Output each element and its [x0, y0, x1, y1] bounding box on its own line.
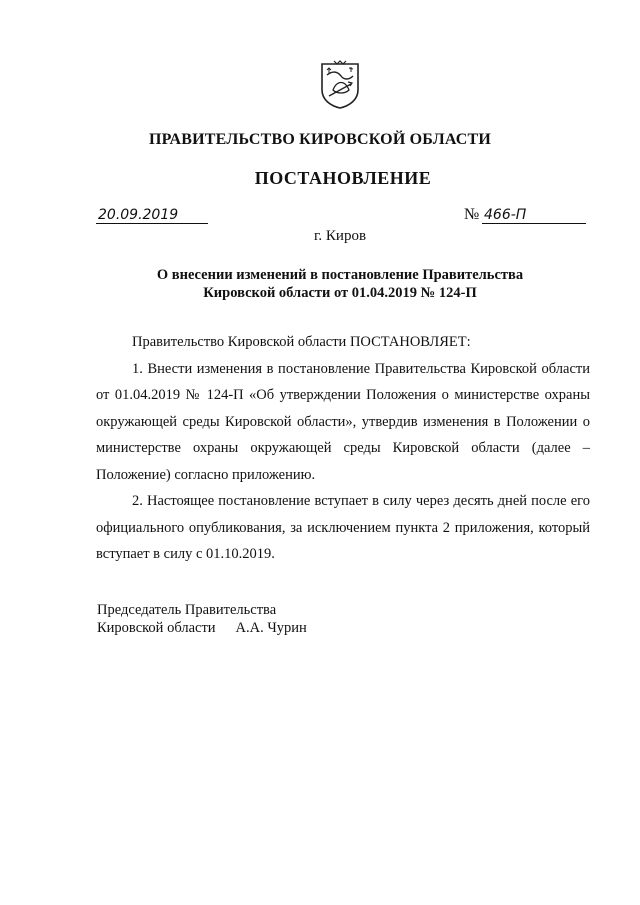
- coat-of-arms-icon: [319, 60, 361, 110]
- document-subject: [140, 266, 540, 302]
- document-city: г. Киров: [313, 228, 367, 244]
- signature-title-line-2: [97, 619, 307, 637]
- body-intro: Правительство Кировской области ПОСТАНОВЛЯЕТ:: [132, 334, 471, 350]
- subject-line-1: О внесении изменений в постановление Правительства: [156, 267, 524, 283]
- signature-block: [97, 601, 307, 637]
- document-number-label: №: [464, 206, 480, 223]
- document-type-heading: ПОСТАНОВЛЕНИЕ: [254, 168, 432, 188]
- document-date: 20.09.2019: [96, 207, 208, 224]
- subject-line-2: Кировской области от 01.04.2019 № 124-П: [203, 285, 477, 301]
- government-title: ПРАВИТЕЛЬСТВО КИРОВСКОЙ ОБЛАСТИ: [148, 131, 492, 148]
- signatory-name: А.А. Чурин: [235, 620, 307, 636]
- emblem-shield-icon: [319, 60, 361, 110]
- signature-title-line-2-text: Кировской области: [97, 620, 216, 636]
- document-number: 466-П: [482, 207, 586, 224]
- body-item-2: 2. Настоящее постановление вступает в силу через десять дней после его официального опубликования, за исключением пункта 2 приложения, который вступает в силу с 01.10.2019.: [96, 493, 590, 562]
- body-item-1: 1. Внести изменения в постановление Правительства Кировской области от 01.04.2019 № 124-П «Об утверждении Положения о министерстве охраны окружающей среды Кировской области», утвердив изменения в Положении о министерстве охраны окружающей среды Кировской области (далее – Положение) согласно приложению.: [96, 360, 590, 483]
- document-body: [96, 329, 590, 568]
- signature-title-line-1: Председатель Правительства: [97, 602, 277, 618]
